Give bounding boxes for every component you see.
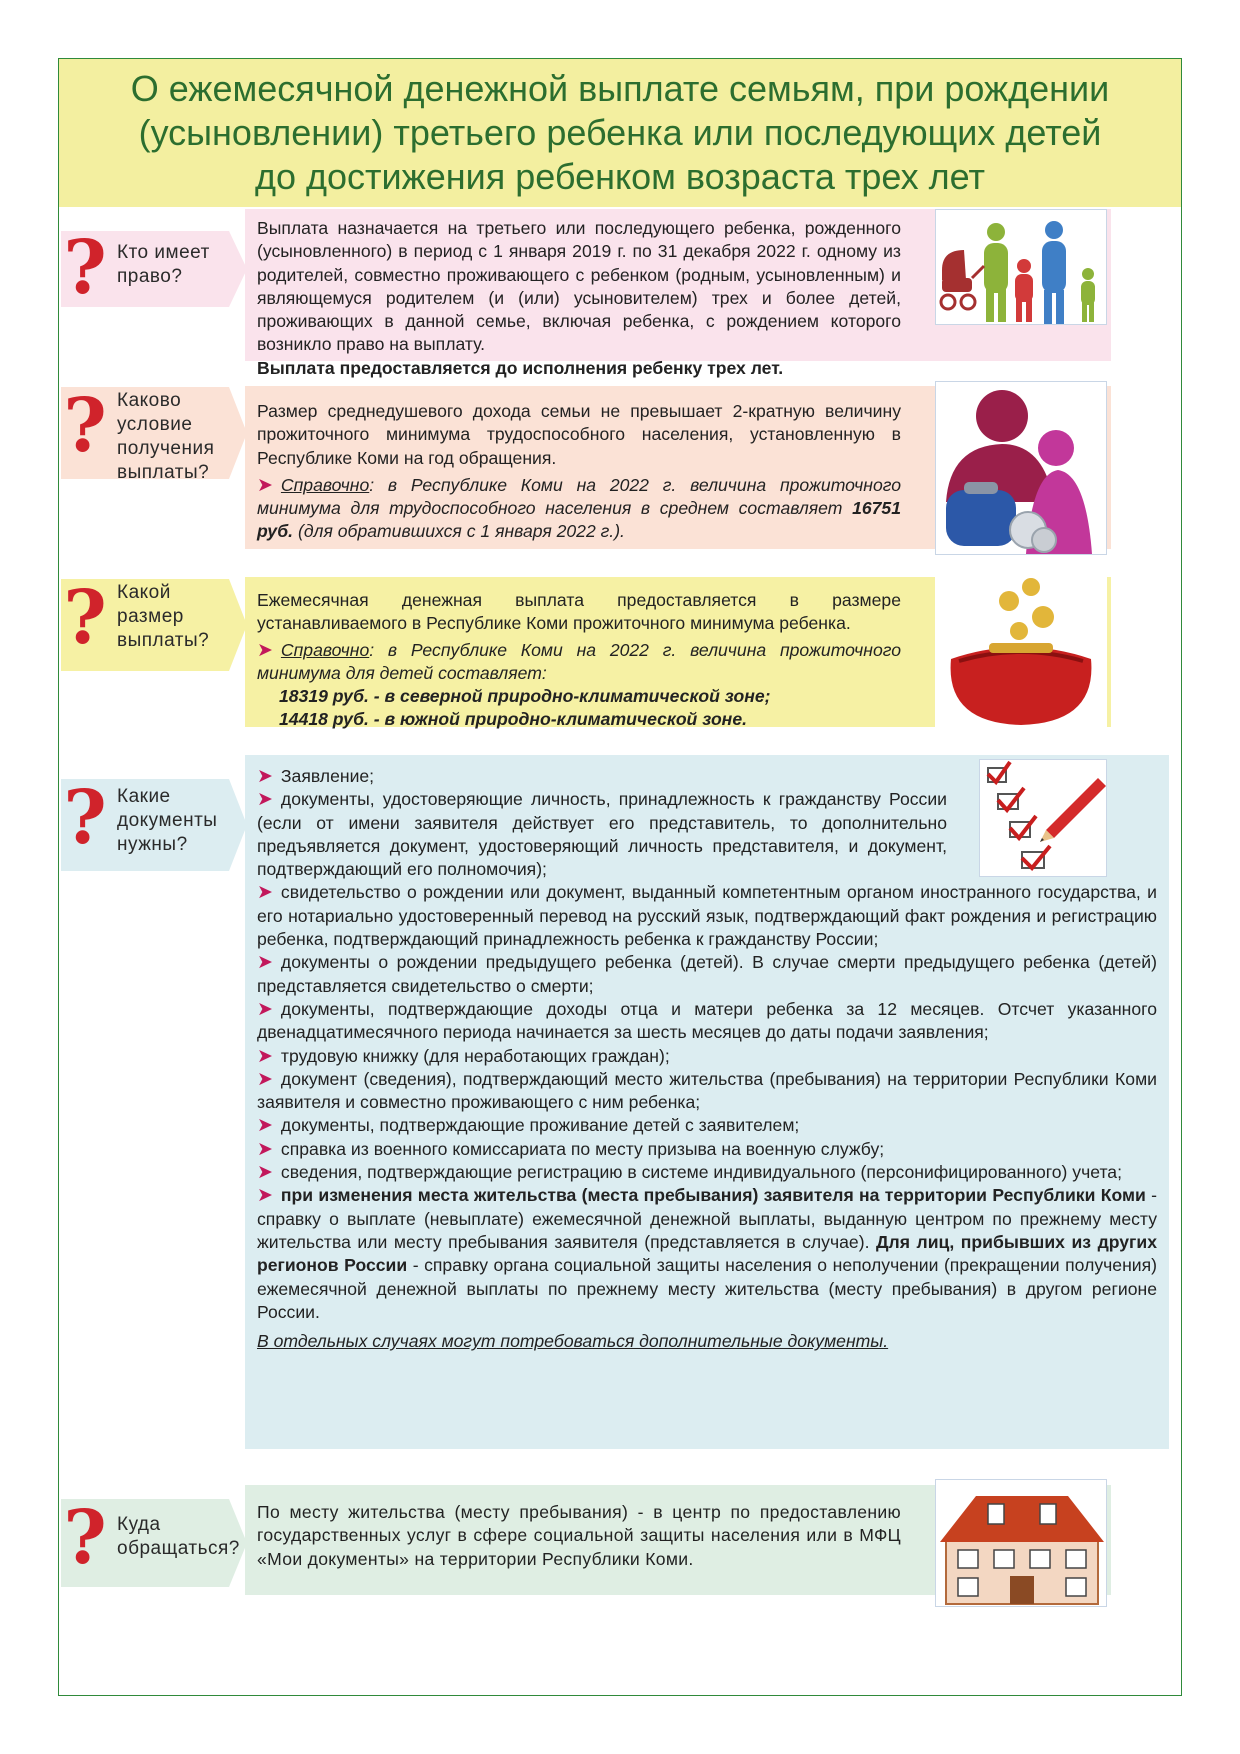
- documents-note: В отдельных случаях могут потребоваться дополнительные документы.: [257, 1331, 889, 1352]
- document-item: [257, 765, 947, 788]
- document-text: трудовую книжку (для неработающих граждан);: [280, 1045, 670, 1066]
- amount-north: 18319 руб. - в северной природно-климатической зоне;: [279, 686, 771, 707]
- document-text: Заявление;: [280, 766, 375, 786]
- wallet-parent-illustration: [935, 381, 1107, 555]
- question-mark-icon: ?: [63, 383, 107, 469]
- question-line: Какой: [117, 582, 171, 603]
- document-item: [257, 998, 1157, 1045]
- arrow-bullet-icon: ➤: [257, 1185, 273, 1207]
- question-line: Каково: [117, 390, 182, 411]
- question-where: [61, 1495, 240, 1581]
- document-item: [257, 788, 947, 881]
- purse-illustration: [935, 573, 1107, 729]
- reference-text: : в Республике Коми на 2022 г. величина прожиточного минимума для детей составляет:: [257, 639, 901, 683]
- question-line: право?: [117, 266, 183, 287]
- amount-text: Ежемесячная денежная выплата предоставляется в размере устанавливаемого в Республике Коми прожиточного минимума ребенка.: [257, 590, 901, 634]
- question-who: [61, 225, 210, 311]
- relocation-text: - справку о выплате (невыплате) ежемесячной денежной выплаты, выданную центром по прежнему месту жительства или месту пребывания заявителя (представляется в случае).: [257, 1185, 1157, 1252]
- title-banner: [59, 59, 1181, 207]
- document-item: [257, 951, 1157, 998]
- arrow-bullet-icon: ➤: [257, 789, 273, 811]
- arrow-bullet-icon: ➤: [257, 952, 273, 974]
- question-line: размер: [117, 606, 184, 627]
- family-icon: [936, 210, 1107, 325]
- family-illustration: [935, 209, 1107, 325]
- arrow-bullet-icon: ➤: [257, 639, 273, 661]
- title-line-3: до достижения ребенком возраста трех лет: [255, 156, 985, 197]
- document-item: [257, 1114, 1157, 1137]
- question-mark-icon: ?: [63, 775, 107, 861]
- question-line: выплаты?: [117, 630, 210, 651]
- question-line: Кто имеет: [117, 242, 210, 263]
- document-item: [257, 1138, 1157, 1161]
- question-line: нужны?: [117, 834, 188, 855]
- arrow-bullet-icon: ➤: [257, 882, 273, 904]
- document-text: справка из военного комиссариата по месту призыва на военную службу;: [280, 1138, 885, 1159]
- document-item: [257, 1068, 1157, 1115]
- amount-south: 14418 руб. - в южной природно-климатической зоне.: [279, 709, 747, 730]
- question-line: Какие: [117, 786, 171, 807]
- document-text: свидетельство о рождении или документ, выданный компетентным органом иностранного государства, и его нотариально удостоверенный перевод на русский язык, подтверждающий факт рождения и регистрацию ребенка, подтверждающий принадлежность ребенка к гражданству России;: [257, 882, 1157, 950]
- question-line: обращаться?: [117, 1538, 240, 1559]
- arrow-bullet-icon: ➤: [257, 1068, 273, 1090]
- document-item: [257, 881, 1157, 951]
- checklist-pencil-icon: [980, 760, 1107, 877]
- amount-reference: [257, 639, 901, 686]
- question-line: документы: [117, 810, 218, 831]
- document-text: документы, удостоверяющие личность, принадлежность к гражданству России (если от имени заявителя действует его представитель, то дополнительно предъявляется документ, удостоверяющий личность представителя, и документ, подтверждающий его полномочия);: [257, 789, 947, 880]
- arrow-bullet-icon: ➤: [257, 474, 273, 496]
- arrow-bullet-icon: ➤: [257, 1045, 273, 1067]
- document-text: документы, подтверждающие доходы отца и матери ребенка за 12 месяцев. Отсчет указанного двенадцатимесячного периода начинается за шесть месяцев до даты подачи заявления;: [257, 998, 1157, 1043]
- condition-text: Размер среднедушевого дохода семьи не превышает 2-кратную величину прожиточного минимума трудоспособного населения, установленную в Республике Коми на год обращения.: [257, 401, 901, 468]
- question-mark-icon: ?: [63, 1495, 107, 1581]
- eligibility-text: Выплата назначается на третьего или последующего ребенка, рожденного (усыновленного) в период с 1 января 2019 г. по 31 декабря 2022 г. одному из родителей, совместно проживающего с ребенком (родным, усыновленным) и являющемуся родителем (и (или) усыновителем) трех и более детей, проживающих в данной семье, включая ребенка, с рождением которого возникло право на выплату.: [257, 218, 901, 355]
- reference-label: Справочно: [280, 474, 370, 495]
- checklist-illustration: [979, 759, 1107, 877]
- question-documents: [61, 775, 218, 861]
- arrow-bullet-icon: ➤: [257, 1138, 273, 1160]
- question-condition: [61, 383, 215, 485]
- eligibility-duration: Выплата предоставляется до исполнения ребенку трех лет.: [257, 357, 784, 378]
- house-illustration: [935, 1479, 1107, 1607]
- question-mark-icon: ?: [63, 225, 107, 311]
- document-item: [257, 1045, 1157, 1068]
- question-line: условие: [117, 414, 193, 435]
- question-mark-icon: ?: [63, 575, 107, 661]
- reference-label: Справочно: [280, 639, 370, 660]
- leaflet-frame: [58, 58, 1182, 1696]
- title-line-1: О ежемесячной денежной выплате семьям, при рождении: [130, 68, 1110, 109]
- document-text: сведения, подтверждающие регистрацию в системе индивидуального (персонифицированного) учета;: [280, 1162, 1122, 1183]
- question-amount: [61, 575, 210, 661]
- document-item-relocation: [257, 1184, 1157, 1324]
- other-regions-text: - справку органа социальной защиты населения о неполучении (прекращении получения) ежемесячной денежной выплаты по прежнему месту жительства (месту пребывания) в другом регионе России.: [257, 1255, 1158, 1322]
- relocation-bold: при изменения места жительства (места пребывания) заявителя на территории Республики Коми: [280, 1185, 1146, 1206]
- house-icon: [936, 1480, 1107, 1607]
- title-line-2: (усыновлении) третьего ребенка или последующих детей: [138, 112, 1102, 153]
- document-item: [257, 1161, 1157, 1184]
- arrow-bullet-icon: ➤: [257, 1115, 273, 1137]
- document-text: документы, подтверждающие проживание детей с заявителем;: [280, 1115, 800, 1136]
- wallet-parent-icon: [936, 382, 1107, 555]
- arrow-bullet-icon: ➤: [257, 998, 273, 1020]
- arrow-bullet-icon: ➤: [257, 766, 273, 787]
- question-line: выплаты?: [117, 462, 210, 483]
- question-line: Куда: [117, 1514, 161, 1535]
- question-line: получения: [117, 438, 215, 459]
- document-text: документ (сведения), подтверждающий место жительства (пребывания) на территории Республики Коми заявителя и совместно проживающего с ним ребенка;: [257, 1068, 1157, 1113]
- condition-reference: [257, 474, 901, 544]
- reference-text: : в Республике Коми на 2022 г. величина прожиточного минимума для трудоспособного населения в среднем составляет: [257, 474, 901, 519]
- reference-amount: 16751 руб.: [257, 498, 902, 542]
- reference-tail: (для обратившихся с 1 января 2022 г.).: [297, 521, 625, 542]
- arrow-bullet-icon: ➤: [257, 1162, 273, 1184]
- document-text: документы о рождении предыдущего ребенка (детей). В случае смерти предыдущего ребенка (детей) представляется свидетельство о смерти;: [257, 952, 1157, 996]
- purse-coins-icon: [935, 573, 1107, 729]
- other-regions-bold: Для лиц, прибывших из других регионов России: [257, 1231, 1157, 1276]
- where-text: По месту жительства (месту пребывания) - в центр по предоставлению государственных услуг в сфере социальной защиты населения или в МФЦ «Мои документы» на территории Республики Коми.: [257, 1502, 901, 1569]
